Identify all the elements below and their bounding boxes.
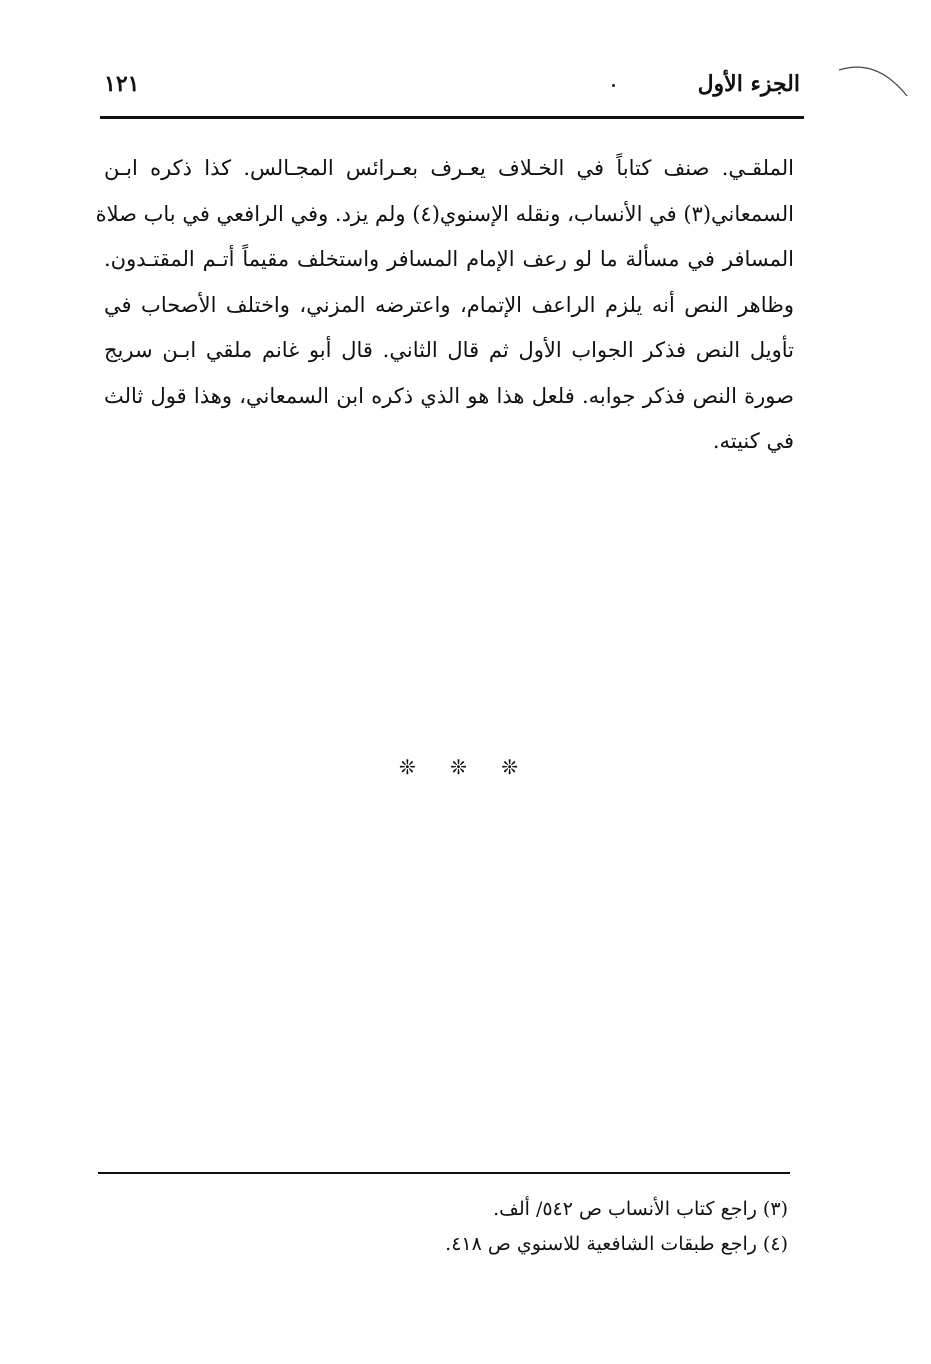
footnote: (٤) راجع طبقات الشافعية للاسنوي ص ٤١٨. bbox=[445, 1233, 788, 1255]
text-line: وظاهر النص أنه يلزم الراعف الإتمام، واعترضه المزني، واختلف الأصحاب في bbox=[104, 292, 794, 317]
section-separator: ❊ ❊ ❊ bbox=[399, 755, 532, 779]
text-line: المسافر في مسألة ما لو رعف الإمام المسافر واستخلف مقيماً أتـم المقتـدون. bbox=[104, 247, 794, 271]
header-rule bbox=[100, 116, 804, 119]
footnote-rule bbox=[98, 1172, 790, 1174]
text-line: الملقـي. صنف كتاباً في الخـلاف يعـرف بعـرائس المجـالس. كذا ذكره ابـن bbox=[104, 156, 794, 180]
text-line: صورة النص فذكر جوابه. فلعل هذا هو الذي ذكره ابن السمعاني، وهذا قول ثالث bbox=[104, 383, 794, 408]
page-edge-curve bbox=[837, 58, 909, 100]
header-dot bbox=[612, 84, 615, 87]
text-line: السمعاني(٣) في الأنساب، ونقله الإسنوي(٤) ولم يزد. وفي الرافعي في باب صلاة bbox=[95, 201, 794, 226]
text-line: في كنيته. bbox=[712, 429, 794, 453]
footnote: (٣) راجع كتاب الأنساب ص ٥٤٢/ ألف. bbox=[493, 1198, 788, 1220]
running-head: الجزء الأول bbox=[697, 71, 800, 97]
footnotes bbox=[228, 1192, 788, 1262]
main-text bbox=[95, 146, 794, 465]
page-number: ١٢١ bbox=[104, 71, 140, 97]
page-header bbox=[104, 64, 800, 104]
text-line: تأويل النص فذكر الجواب الأول ثم قال الثاني. قال أبو غانم ملقي ابـن سريج bbox=[104, 338, 794, 362]
